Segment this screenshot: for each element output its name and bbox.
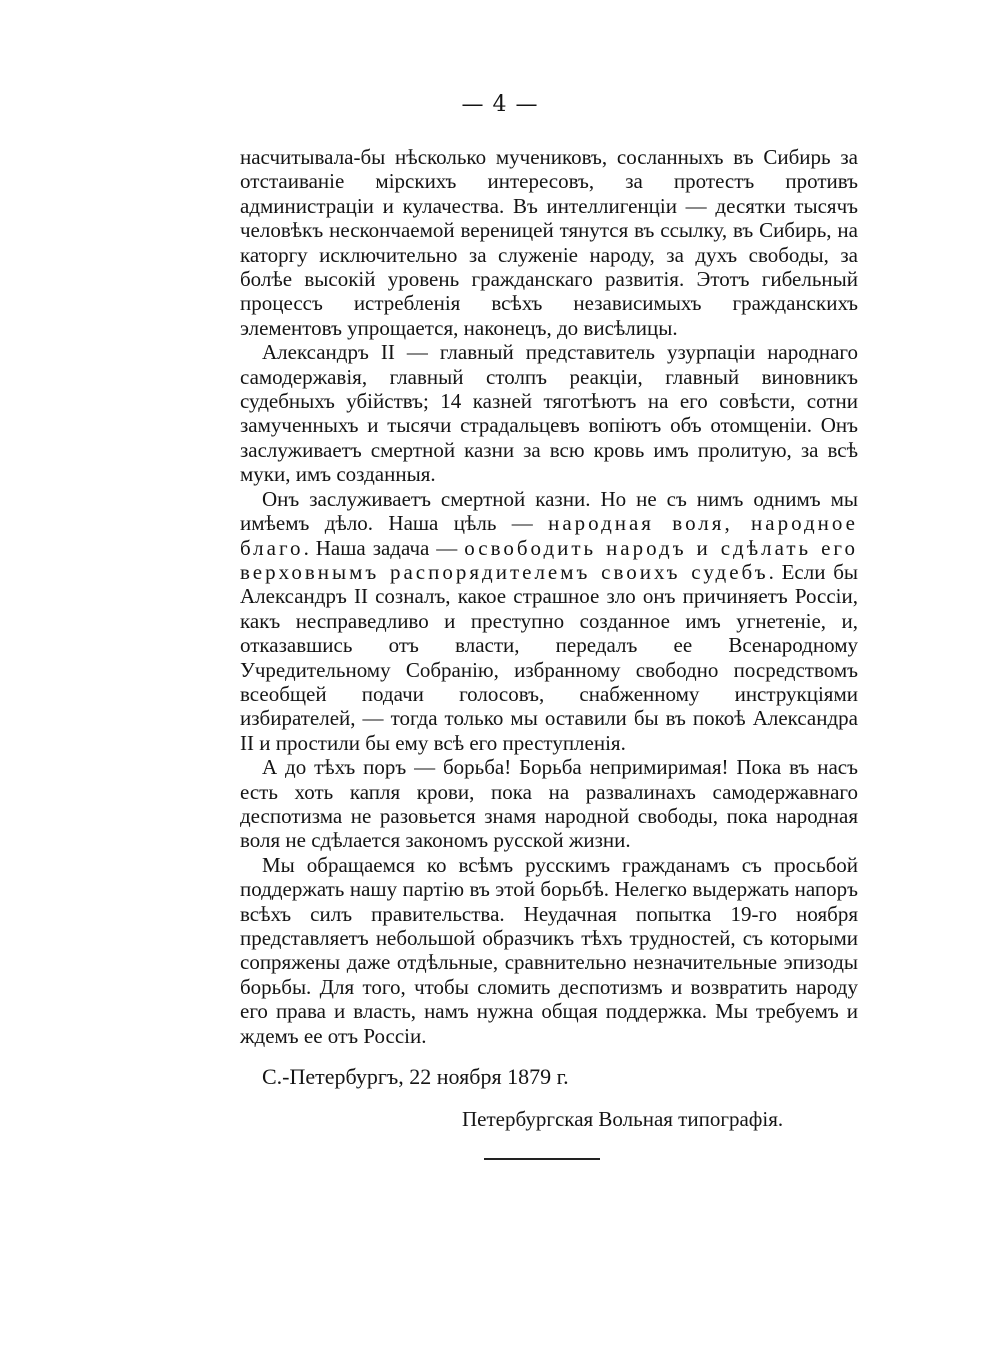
emphasis-people-will: народная воля, народное благо [240,511,858,560]
printer-line: Петербургская Вольная типографія. [462,1107,784,1131]
paragraph-3-part-3: . Если бы Александръ II созналъ, какое страшное зло онъ причиняетъ Россіи, какъ несправедливо и преступно созданное имъ угнетеніе, и, отказавшись отъ власти, передалъ ее Всенародному Учредительному Собранію, избранному свободно посредствомъ всеобщей подачи голосовъ, снабженному инструкціями избирателей, — тогда только мы оставили бы въ покоѣ Александра II и простили бы ему всѣ его преступленія. [240,559,858,755]
emphasis-liberate-people: освободить народъ и сдѣлать его верховнымъ распорядителемъ своихъ судебъ [240,535,858,584]
paragraph-2: Александръ II — главный представитель узурпаціи народнаго самодержавія, главный столпъ реакціи, главный виновникъ судебныхъ убійствъ; 14 казней тяготѣютъ на его совѣсти, сотни замученныхъ и тысячи страдальцевъ вопіютъ объ отомщеніи. Онъ заслуживаетъ смертной казни за всю кровь имъ пролитую, за всѣ муки, имъ созданныя. [240,340,858,487]
date-line: С.-Петербургъ, 22 ноября 1879 г. [262,1064,569,1089]
paragraph-4: А до тѣхъ поръ — борьба! Борьба непримиримая! Пока въ насъ есть хоть капля крови, пока на развалинахъ самодержавнаго деспотизма не разовьется знамя народной свободы, пока народная воля не сдѣлается закономъ русской жизни. [240,755,858,853]
paragraph-5: Мы обращаемся ко всѣмъ русскимъ гражданамъ съ просьбой поддержать нашу партію въ этой борьбѣ. Нелегко выдержать напоръ всѣхъ силъ правительства. Неудачная попытка 19-го ноября представляетъ небольшой образчикъ тѣхъ трудностей, съ которыми сопряжены даже отдѣльные, сравнительно незначительные эпизоды борьбы. Для того, чтобы сломить деспотизмъ и возвратить народу его права и власть, намъ нужна общая поддержка. Мы требуемъ и ждемъ ее отъ Россіи. [240,852,858,1048]
paragraph-3 [240,487,858,755]
body-text [240,145,858,1048]
page-number: — 4 — [461,92,539,117]
paragraph-3-part-1: Онъ заслуживаетъ смертной казни. Но не съ нимъ однимъ мы имѣемъ дѣло. Наша цѣль — [240,486,858,536]
paragraph-3-part-2: . Наша задача — [303,535,465,560]
end-rule [484,1158,600,1160]
paragraph-1: насчитывала-бы нѣсколько мучениковъ, сосланныхъ въ Сибирь за отстаиваніе мірскихъ интересовъ, за протестъ противъ администраціи и кулачества. Въ интеллигенціи — десятки тысячъ человѣкъ нескончаемой вереницей тянутся въ ссылку, въ Сибирь, на каторгу исключительно за служеніе народу, за духъ свободы, за болѣе высокій уровень гражданскаго развитія. Этотъ гибельный процессъ истребленія всѣхъ независимыхъ гражданскихъ элементовъ упрощается, наконецъ, до висѣлицы. [240,145,858,340]
